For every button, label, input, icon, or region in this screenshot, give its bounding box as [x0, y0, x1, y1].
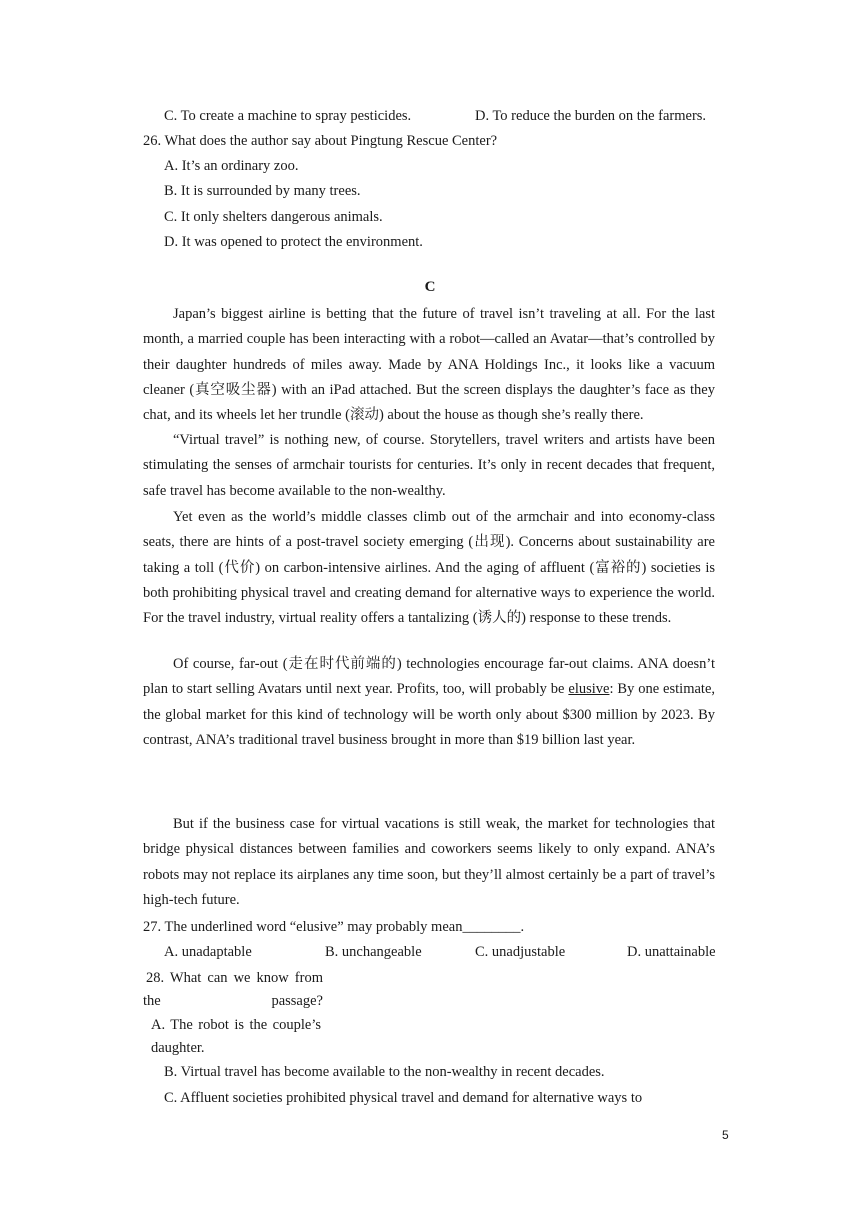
q27-option-d: D. unattainable: [627, 944, 716, 960]
passage-paragraph-3: Yet even as the world’s middle classes climb out of the armchair and into economy-class seats, there are hints of a post-travel society emerging (出现). Concerns about sustainability are taking a toll (代价) on carbon-intensive airlines. And the aging of affluent (富裕的) societies is both prohibiting physical travel and creating demand for alternative ways to experience the world. For the travel industry, virtual reality offers a tantalizing (诱人的) response to these trends.: [143, 509, 715, 627]
q26-option-b: B. It is surrounded by many trees.: [164, 183, 361, 199]
q26-question: 26. What does the author say about Pingtung Rescue Center?: [143, 133, 498, 149]
underlined-word-elusive: elusive: [568, 681, 610, 698]
q27-option-b: B. unchangeable: [325, 944, 422, 960]
q27-question: 27. The underlined word “elusive” may probably mean________.: [143, 919, 525, 935]
q26-option-d: D. It was opened to protect the environment.: [164, 234, 423, 250]
passage-paragraph-4: [143, 652, 715, 753]
q28-option-a-line-1: A. The robot is the couple’s: [151, 1017, 321, 1033]
q25-option-c: C. To create a machine to spray pesticides.: [164, 108, 412, 124]
paragraph-4-text-end: : By one estimate, the global market for this kind of technology will be worth only about $300 million by 2023. By contrast, ANA’s traditional travel business brought in more than $19 billion last year.: [143, 681, 716, 748]
q28-option-c: C. Affluent societies prohibited physical travel and demand for alternative ways to: [164, 1090, 643, 1106]
q28-option-b: B. Virtual travel has become available to the non-wealthy in recent decades.: [164, 1064, 605, 1080]
q28-option-a: [151, 1014, 321, 1059]
page-number: 5: [722, 1128, 729, 1142]
passage-paragraph-2: “Virtual travel” is nothing new, of course. Storytellers, travel writers and artists have been stimulating the senses of armchair tourists for centuries. It’s only in recent decades that frequent, safe travel has become available to the non-wealthy.: [143, 432, 715, 499]
q27-option-c: C. unadjustable: [475, 944, 566, 960]
section-heading: C: [424, 279, 436, 295]
q25-option-d: D. To reduce the burden on the farmers.: [475, 108, 707, 124]
q28-question-line-1: 28. What can we know from: [146, 970, 323, 986]
q28-question-line-2: the passage?: [143, 992, 323, 1009]
passage-paragraph-5: But if the business case for virtual vacations is still weak, the market for technologies that bridge physical distances between families and coworkers seems likely to only expand. ANA’s robots may not replace its airplanes any time soon, but they’ll almost certainly be a part of travel’s high-tech future.: [143, 816, 715, 908]
q26-option-c: C. It only shelters dangerous animals.: [164, 209, 383, 225]
q28-question: [143, 967, 323, 1012]
q27-option-a: A. unadaptable: [164, 944, 252, 960]
q26-option-a: A. It’s an ordinary zoo.: [164, 158, 299, 174]
passage-paragraph-1: Japan’s biggest airline is betting that the future of travel isn’t traveling at all. For the last month, a married couple has been interacting with a robot—called an Avatar—that’s controlled by their daughter hundreds of miles away. Made by ANA Holdings Inc., it looks like a vacuum cleaner (真空吸尘器) with an iPad attached. But the screen displays the daughter’s face as they chat, and its wheels let her trundle (滚动) about the house as though she’s really there.: [143, 306, 715, 424]
q28-option-a-line-2: daughter.: [151, 1039, 205, 1056]
paragraph-4-text-start: Of course, far-out (走在时代前端的) technologies encourage far-out claims. ANA doesn’t plan to start selling Avatars until next year. Profits, too, will probably be: [143, 656, 715, 698]
